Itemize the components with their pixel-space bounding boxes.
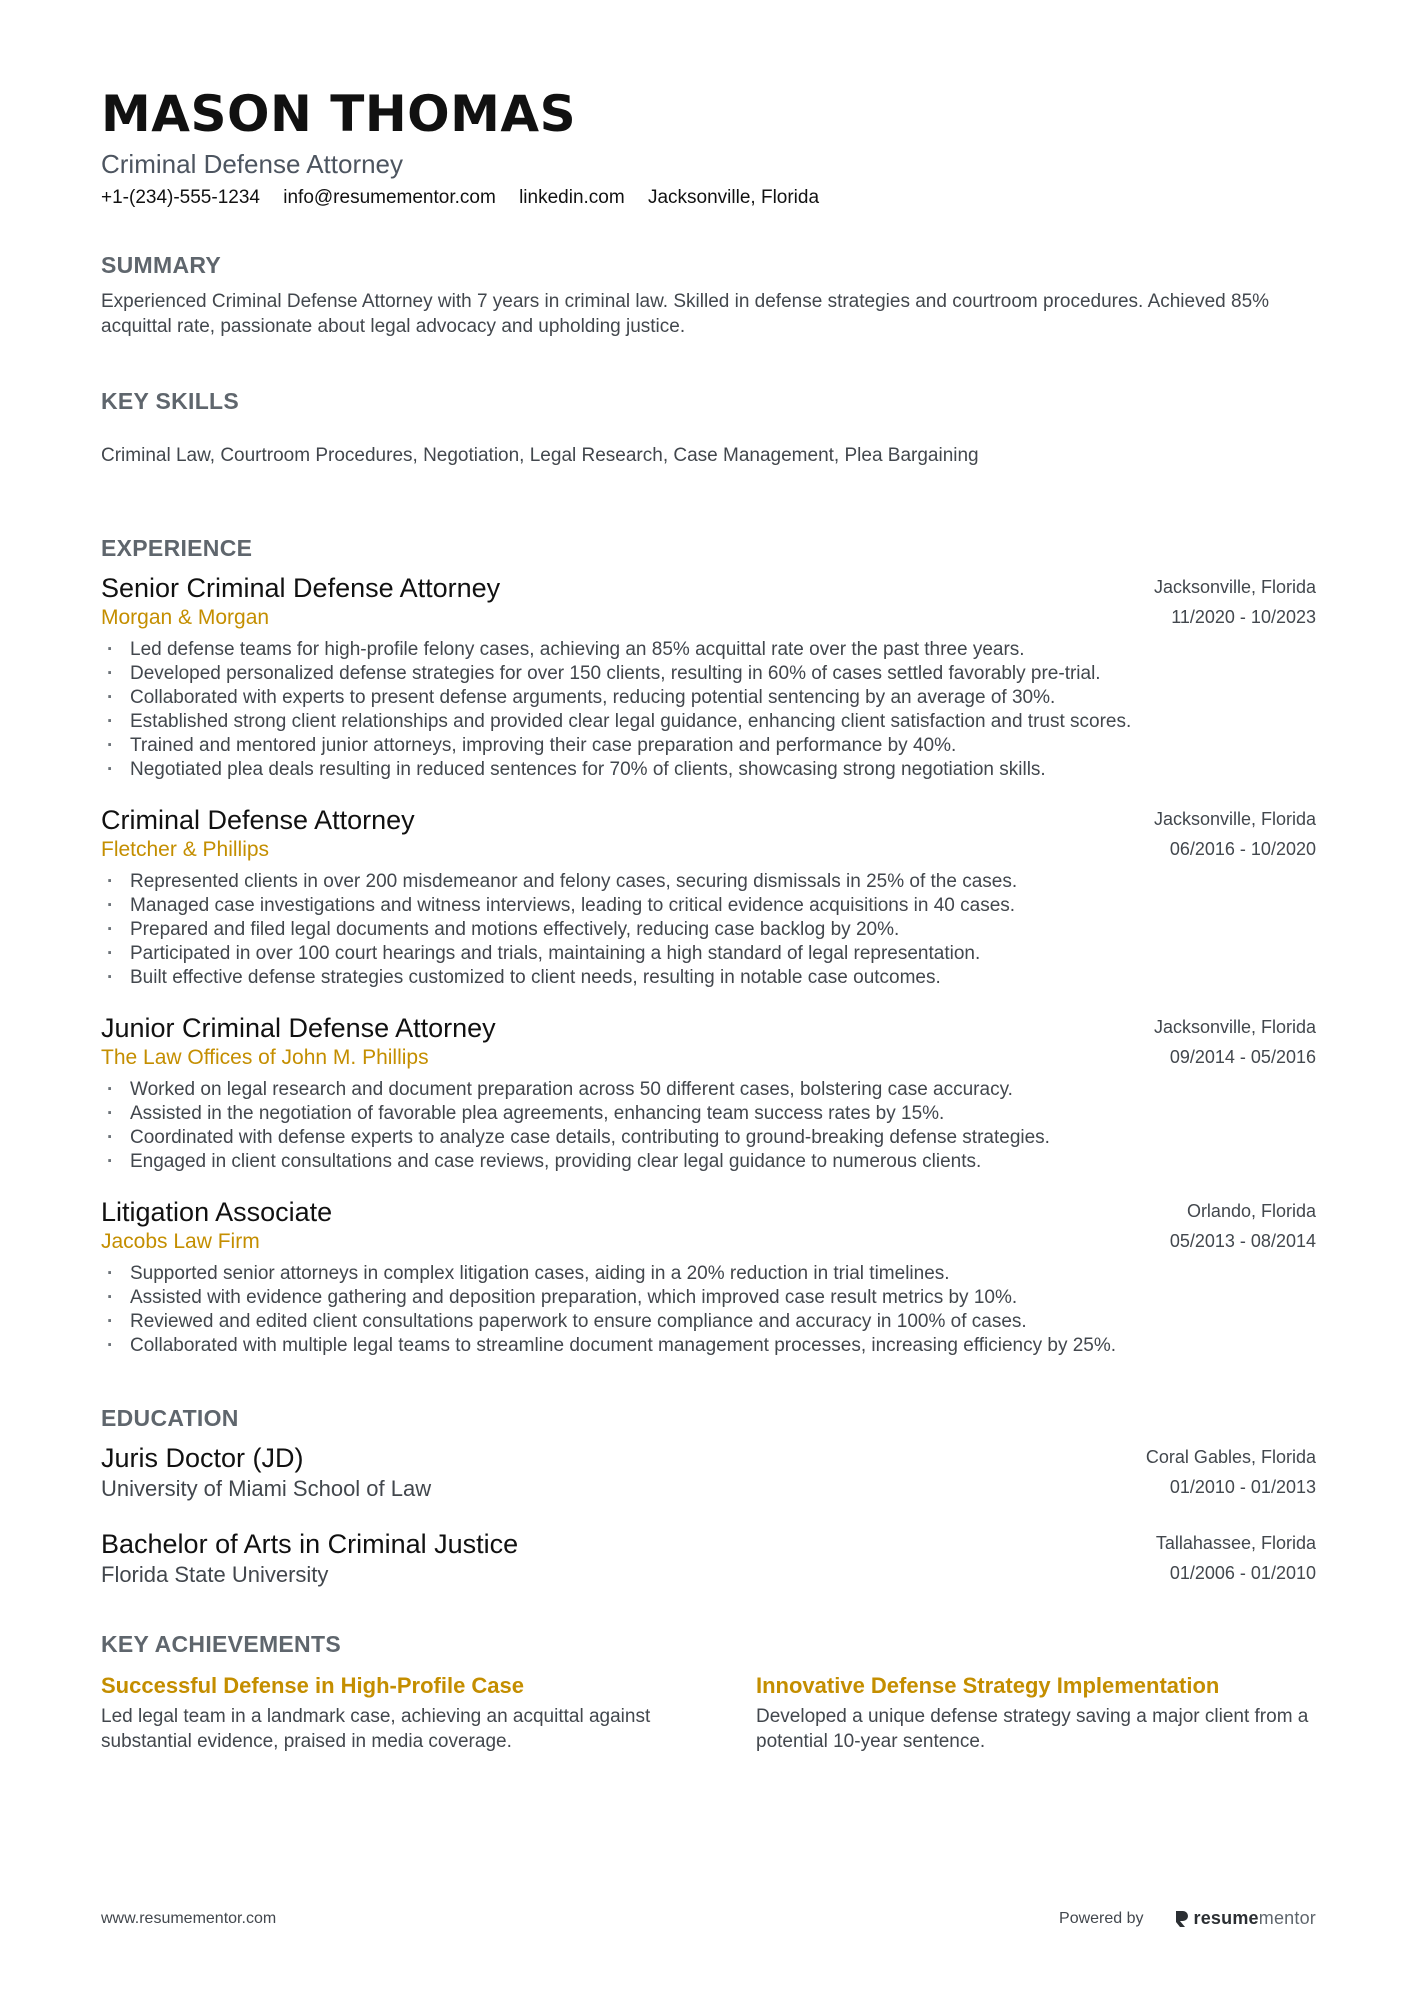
list-item: · Assisted with evidence gathering and deposition preparation, which improved case result metrics by 10%.: [101, 1286, 1316, 1310]
list-item: · Led defense teams for high-profile felony cases, achieving an 85% acquittal rate over the past three years.: [101, 638, 1316, 662]
list-item: · Participated in over 100 court hearings and trials, maintaining a high standard of legal representation.: [101, 942, 1316, 966]
job-bullets: [101, 1078, 1316, 1174]
job-location: Jacksonville, Florida: [1153, 1017, 1316, 1037]
skills-section: [101, 387, 1316, 468]
footer-brand: [1059, 1908, 1316, 1929]
contact-phone: +1-(234)-555-1234: [101, 187, 260, 208]
contact-email[interactable]: info@resumementor.com: [283, 187, 496, 208]
job-bullets: [101, 638, 1316, 782]
job-location: Orlando, Florida: [1186, 1201, 1316, 1221]
contact-line: [101, 185, 1316, 211]
list-item: · Assisted in the negotiation of favorable plea agreements, enhancing team success rates by 15%.: [101, 1102, 1316, 1126]
list-item: · Trained and mentored junior attorneys, improving their case preparation and performance by 40%.: [101, 734, 1316, 758]
job-bullets: [101, 1262, 1316, 1358]
list-item: · Represented clients in over 200 misdemeanor and felony cases, securing dismissals in 25% of the cases.: [101, 870, 1316, 894]
contact-linkedin[interactable]: linkedin.com: [519, 187, 625, 208]
list-item: · Negotiated plea deals resulting in reduced sentences for 70% of clients, showcasing strong negotiation skills.: [101, 758, 1316, 782]
section-title-skills: KEY SKILLS: [101, 388, 240, 414]
job-dates: 05/2013 - 08/2014: [1169, 1231, 1316, 1251]
section-title-summary: SUMMARY: [101, 252, 222, 278]
list-item: · Managed case investigations and witness interviews, leading to critical evidence acquisitions in 40 cases.: [101, 894, 1316, 918]
education-entry: [101, 1442, 1316, 1504]
footer-website[interactable]: www.resumementor.com: [101, 1909, 277, 1927]
skills-text: Criminal Law, Courtroom Procedures, Negotiation, Legal Research, Case Management, Plea Bargaining: [101, 445, 979, 466]
logo-text-light: mentor: [1258, 1908, 1316, 1928]
job-dates: 06/2016 - 10/2020: [1169, 839, 1316, 859]
job-location: Jacksonville, Florida: [1153, 577, 1316, 597]
job-entry: [101, 1196, 1316, 1358]
list-item: · Engaged in client consultations and case reviews, providing clear legal guidance to numerous clients.: [101, 1150, 1316, 1174]
job-dates: 11/2020 - 10/2023: [1171, 607, 1316, 627]
job-company: Morgan & Morgan: [101, 606, 270, 629]
job-title: Litigation Associate: [101, 1197, 333, 1227]
list-item: · Developed personalized defense strategies for over 150 clients, resulting in 60% of cases settled favorably pre-trial.: [101, 662, 1316, 686]
job-title: Junior Criminal Defense Attorney: [101, 1013, 496, 1043]
list-item: · Supported senior attorneys in complex litigation cases, aiding in a 20% reduction in trial timelines.: [101, 1262, 1316, 1286]
list-item: · Worked on legal research and document preparation across 50 different cases, bolstering case accuracy.: [101, 1078, 1316, 1102]
job-entry: [101, 572, 1316, 782]
resumementor-logo-icon: [1174, 1910, 1188, 1928]
header: [101, 84, 1316, 211]
job-location: Jacksonville, Florida: [1153, 809, 1316, 829]
experience-section: [101, 534, 1316, 1358]
list-item: · Coordinated with defense experts to analyze case details, contributing to ground-breaking defense strategies.: [101, 1126, 1316, 1150]
list-item: · Built effective defense strategies customized to client needs, resulting in notable case outcomes.: [101, 966, 1316, 990]
candidate-name: MASON THOMAS: [101, 85, 577, 143]
achievements-section: [101, 1630, 1316, 1754]
job-title: Senior Criminal Defense Attorney: [101, 573, 501, 603]
education-school: University of Miami School of Law: [101, 1476, 432, 1501]
education-dates: 01/2010 - 01/2013: [1169, 1477, 1316, 1497]
achievement-desc: Led legal team in a landmark case, achieving an acquittal against substantial evidence, praised in media coverage.: [101, 1706, 651, 1752]
list-item: · Established strong client relationships and provided clear legal guidance, enhancing client satisfaction and trust scores.: [101, 710, 1316, 734]
candidate-role: Criminal Defense Attorney: [101, 149, 404, 179]
job-company: Jacobs Law Firm: [101, 1230, 260, 1253]
list-item: · Reviewed and edited client consultations paperwork to ensure compliance and accuracy in 100% of cases.: [101, 1310, 1316, 1334]
footer: [101, 1908, 1316, 1929]
achievement-title: Successful Defense in High-Profile Case: [101, 1673, 525, 1698]
achievement-title: Innovative Defense Strategy Implementation: [756, 1673, 1220, 1698]
job-title: Criminal Defense Attorney: [101, 805, 415, 835]
job-company: Fletcher & Phillips: [101, 838, 270, 861]
summary-section: [101, 251, 1316, 339]
contact-location: Jacksonville, Florida: [647, 187, 820, 208]
education-location: Coral Gables, Florida: [1145, 1447, 1316, 1467]
job-dates: 09/2014 - 05/2016: [1169, 1047, 1316, 1067]
resumementor-logo-text[interactable]: [1194, 1908, 1316, 1929]
job-entry: [101, 804, 1316, 990]
powered-by-label: Powered by: [1059, 1909, 1144, 1927]
resume-content: [101, 84, 1316, 1754]
list-item: · Prepared and filed legal documents and motions effectively, reducing case backlog by 20%.: [101, 918, 1316, 942]
job-company: The Law Offices of John M. Phillips: [101, 1046, 429, 1069]
education-section: [101, 1404, 1316, 1590]
list-item: · Collaborated with experts to present defense arguments, reducing potential sentencing by an average of 30%.: [101, 686, 1316, 710]
job-bullets: [101, 870, 1316, 990]
education-dates: 01/2006 - 01/2010: [1169, 1563, 1316, 1583]
logo-text-bold: resume: [1193, 1908, 1259, 1928]
summary-text: Experienced Criminal Defense Attorney with 7 years in criminal law. Skilled in defense strategies and courtroom procedures. Achieved 85% acquittal rate, passionate about legal advocacy and upholding justice.: [101, 291, 1270, 337]
education-location: Tallahassee, Florida: [1155, 1533, 1316, 1553]
achievement-desc: Developed a unique defense strategy saving a major client from a potential 10-year sentence.: [756, 1706, 1309, 1752]
achievement-item: [756, 1672, 1316, 1754]
job-entry: [101, 1012, 1316, 1174]
education-school: Florida State University: [101, 1562, 329, 1587]
education-degree: Juris Doctor (JD): [101, 1443, 304, 1473]
list-item: · Collaborated with multiple legal teams to streamline document management processes, increasing efficiency by 25%.: [101, 1334, 1316, 1358]
achievement-item: [101, 1672, 661, 1754]
section-title-education: EDUCATION: [101, 1405, 239, 1431]
education-entry: [101, 1528, 1316, 1590]
education-degree: Bachelor of Arts in Criminal Justice: [101, 1529, 519, 1559]
section-title-experience: EXPERIENCE: [101, 535, 253, 561]
section-title-achievements: KEY ACHIEVEMENTS: [101, 1631, 341, 1657]
